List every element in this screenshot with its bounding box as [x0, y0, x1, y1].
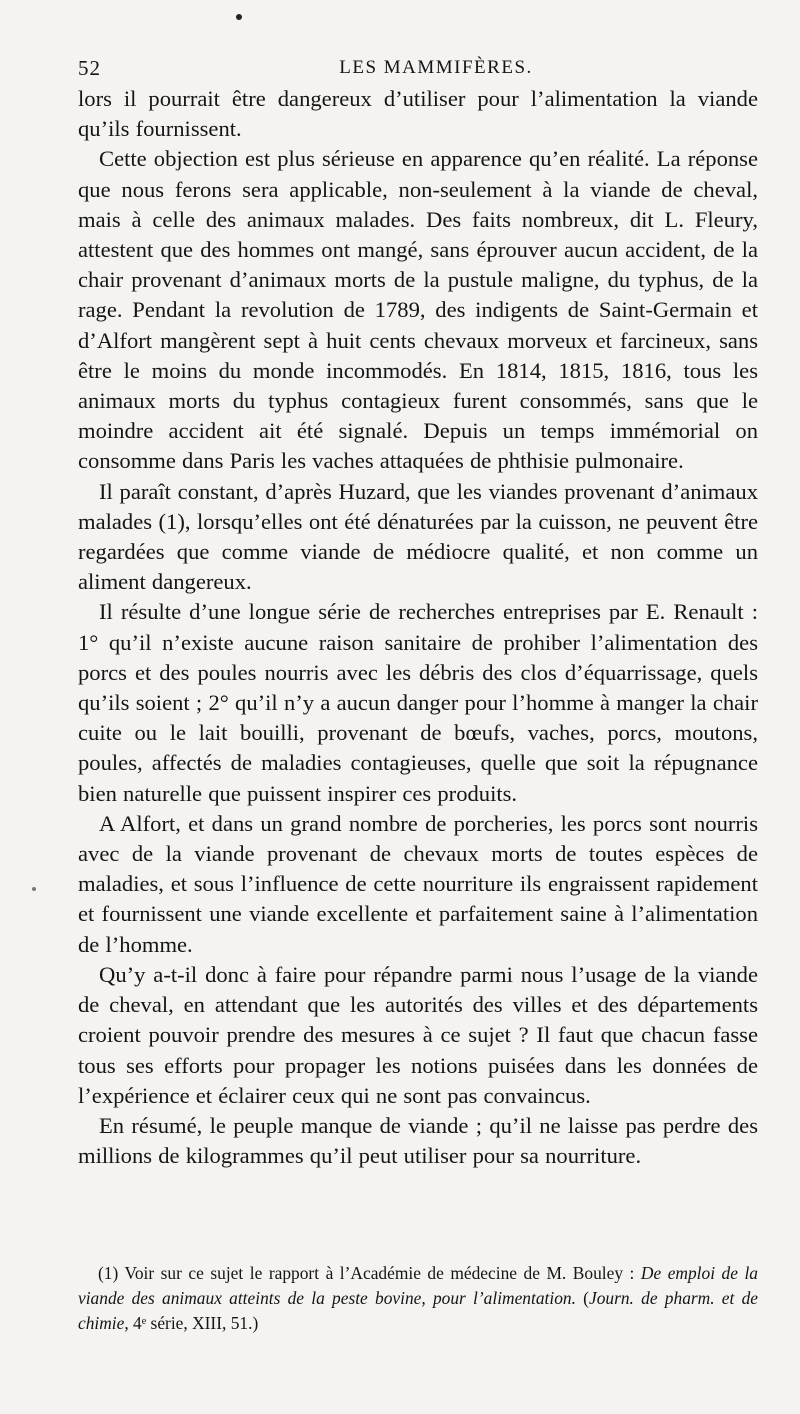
ink-spot — [32, 887, 36, 891]
page-number: 52 — [78, 56, 101, 80]
paragraph: A Alfort, et dans un grand nombre de porcheries, les porcs sont nourris avec de la viande provenant de chevaux morts de toutes espèces de maladies, et sous l’influence de cette nourriture ils engraissent rapidement et fournissent une viande excellente et parfaitement saine à l’alimentation de l’homme. — [78, 810, 758, 957]
paragraph: En résumé, le peuple manque de viande ; qu’il ne laisse pas perdre des millions de kilogrammes qu’il peut utiliser pour sa nourriture. — [78, 1112, 758, 1169]
paragraph: Il paraît constant, d’après Huzard, que les viandes provenant d’animaux malades (1), lorsqu’elles ont été dénaturées par la cuisson, ne peuvent être regardées que comme viande de médiocre qualité, et non comme un aliment dangereux. — [78, 478, 758, 595]
running-title: LES MAMMIFÈRES. — [339, 57, 533, 78]
footnote — [78, 1261, 758, 1336]
footnote-marker: (1) — [98, 1263, 119, 1283]
paragraph: Cette objection est plus sérieuse en apparence qu’en réalité. La réponse que nous ferons sera applicable, non-seulement à la viande de cheval, mais à celle des animaux malades. Des faits nombreux, dit L. Fleury, attestent que des hommes ont mangé, sans éprouver aucun accident, de la chair provenant d’animaux morts de la pustule maligne, du typhus, de la rage. Pendant la revolution de 1789, des indigents de Saint-Germain et d’Alfort mangèrent sept à huit cents chevaux morveux et farcineux, sans être le moins du monde incommodés. En 1814, 1815, 1816, tous les animaux morts du typhus contagieux furent consommés, sans que le moindre accident ait été signalé. Depuis un temps immémorial on consomme dans Paris les vaches attaquées de phthisie pulmonaire. — [78, 146, 758, 474]
paragraph: lors il pourrait être dangereux d’utiliser pour l’alimentation la viande qu’ils fournissent. — [78, 86, 758, 142]
footnote-report-title: De emploi de la viande des animaux atteints de la peste bovine, pour l’alimentation. — [78, 1263, 759, 1308]
footnote-text: ( — [575, 1288, 589, 1308]
paragraph: Qu’y a-t-il donc à faire pour répandre parmi nous l’usage de la viande de cheval, en attendant que les autorités des villes et des départements croient pouvoir prendre des mesures à ce sujet ? Il faut que chacun fasse tous ses efforts pour propager les notions puisées dans les données de l’expérience et éclairer ceux qui ne sont pas convaincus. — [78, 961, 758, 1108]
ink-spot — [236, 14, 242, 20]
paragraph: Il résulte d’une longue série de recherches entreprises par E. Renault : 1° qu’il n’existe aucune raison sanitaire de prohiber l’alimentation des porcs et des poules nourris avec les débris des clos d’équarrissage, quels qu’ils soient ; 2° qu’il n’y a aucun danger pour l’homme à manger la chair cuite ou le lait bouilli, provenant de bœufs, vaches, porcs, moutons, poules, affectés de maladies contagieuses, quelle que soit la répugnance bien naturelle que puissent inspirer ces produits. — [78, 599, 758, 806]
body-text — [78, 84, 758, 1171]
page-header — [78, 56, 758, 82]
footnote-journal: Journ. de pharm. et de chimie — [78, 1288, 759, 1333]
footnote-citation: , 4ᵉ série, XIII, 51.) — [124, 1313, 259, 1333]
footnote-text: Voir sur ce sujet le rapport à l’Académie de médecine de M. Bouley : — [124, 1263, 641, 1283]
